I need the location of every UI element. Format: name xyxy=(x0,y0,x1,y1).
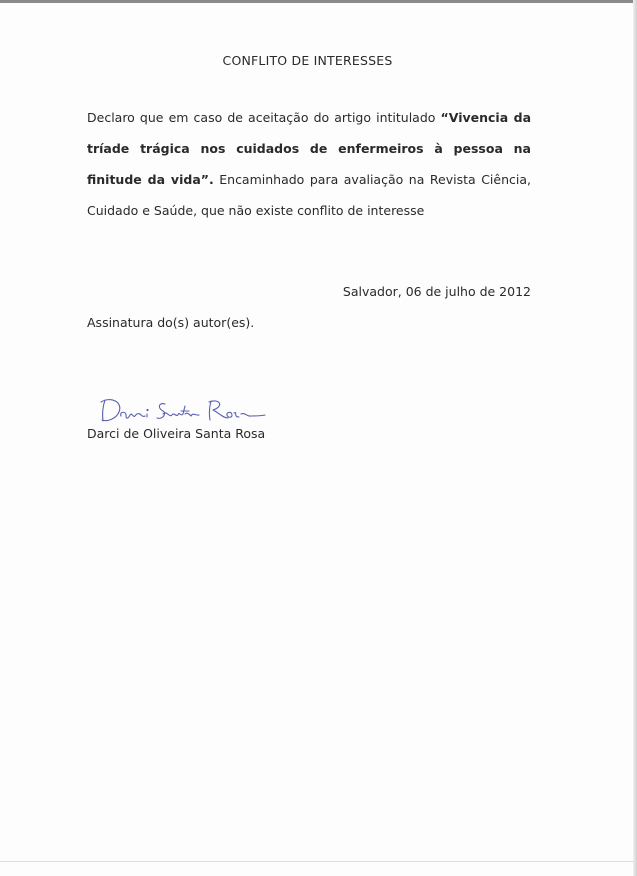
scan-right-edge xyxy=(633,0,637,876)
scan-bottom-edge xyxy=(0,861,637,862)
article-title: “Vivencia da tríade trágica nos cuidados de enfermeiros à pessoa na finitude da vida”. xyxy=(87,110,531,187)
declaration-paragraph xyxy=(87,102,531,226)
place-and-date: Salvador, 06 de julho de 2012 xyxy=(342,284,531,299)
document-title: CONFLITO DE INTERESSES xyxy=(222,53,393,68)
signature-label: Assinatura do(s) autor(es). xyxy=(87,315,255,330)
declaration-rest: Encaminhado para avaliação na Revista Ciência, Cuidado e Saúde, que não existe conflito de interesse xyxy=(87,172,531,218)
handwritten-signature xyxy=(97,394,272,428)
author-name: Darci de Oliveira Santa Rosa xyxy=(87,426,266,441)
declaration-intro: Declaro que em caso de aceitação do artigo intitulado xyxy=(87,110,441,125)
scan-top-edge xyxy=(0,0,637,3)
